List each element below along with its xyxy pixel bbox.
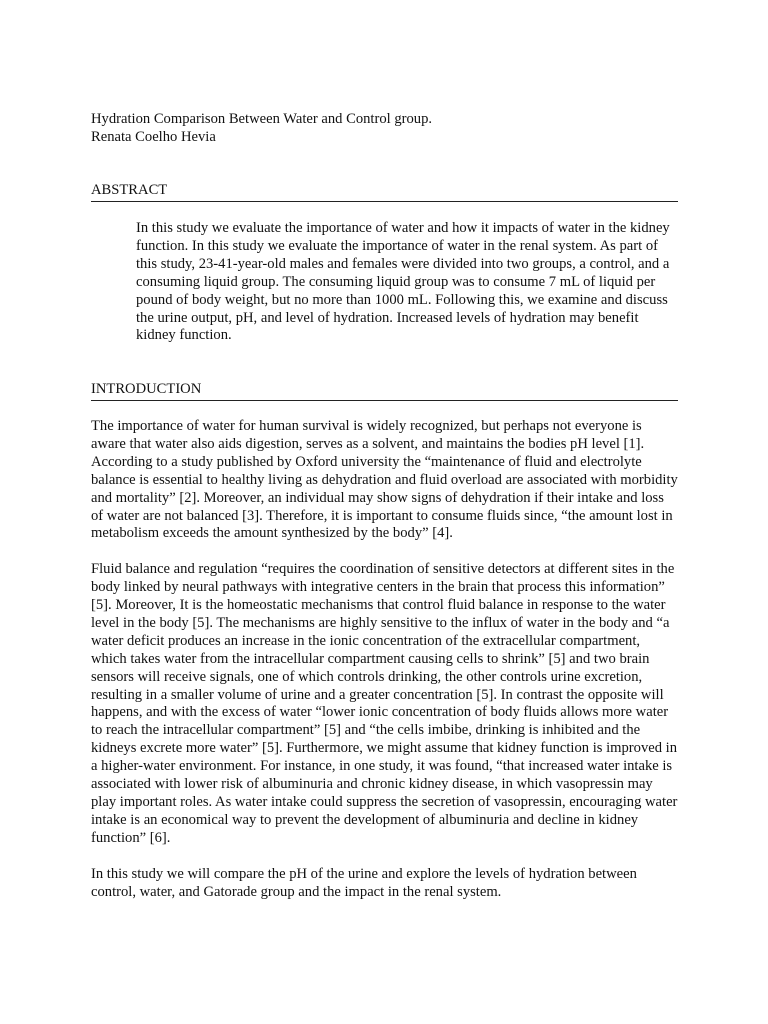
document-author: Renata Coelho Hevia bbox=[91, 128, 216, 145]
abstract-text bbox=[136, 220, 679, 363]
introduction-heading: INTRODUCTION bbox=[91, 381, 678, 401]
abstract-paragraph: In this study we evaluate the importance of water and how it impacts of water in the kidney function. In this study we evaluate the importance of water in the renal system. As part of this study, 23-41-year-old males and females were divided into two groups, a control, and a consuming liquid group. The consuming liquid group was to consume 7 mL of liquid per pound of body weight, but no more than 1000 mL. Following this, we examine and discuss the urine output, pH, and level of hydration. Increased levels of hydration may benefit kidney function. bbox=[136, 220, 670, 344]
abstract-heading: ABSTRACT bbox=[91, 182, 678, 202]
introduction-paragraph-1: The importance of water for human survival is widely recognized, but perhaps not everyone is aware that water also aids digestion, serves as a solvent, and maintains the bodies pH level [1]. According to a study published by Oxford university the “maintenance of fluid and electrolyte balance is essential to healthy living as dehydration and fluid overload are associated with morbidity and mortality” [2]. Moreover, an individual may show signs of dehydration if their intake and loss of water are not balanced [3]. Therefore, it is important to consume fluids since, “the amount lost in metabolism exceeds the amount synthesized by the body” [4]. bbox=[91, 418, 678, 542]
document-title: Hydration Comparison Between Water and Control group. bbox=[91, 111, 433, 127]
introduction-paragraph-3: In this study we will compare the pH of the urine and explore the levels of hydration between control, water, and Gatorade group and the impact in the renal system. bbox=[91, 865, 637, 900]
introduction-paragraph-2: Fluid balance and regulation “requires the coordination of sensitive detectors at different sites in the body linked by neural pathways with integrative centers in the brain that process this information” [5]. Moreover, It is the homeostatic mechanisms that control fluid balance in response to the water level in the body [5]. The mechanisms are highly sensitive to the influx of water in the body and “a water deficit produces an increase in the ionic concentration of the extracellular compartment, which takes water from the intracellular compartment causing cells to shrink” [5] and two brain sensors will receive signals, one of which controls drinking, the other controls urine excretion, resulting in a smaller volume of urine and a greater concentration [5]. In contrast the opposite will happens, and with the excess of water “lower ionic concentration of body fluids allows more water to reach the intracellular compartment” [5] and “the cells imbibe, drinking is inhibited and the kidneys excrete more water” [5]. Furthermore, we might assume that kidney function is improved in a higher-water environment. For instance, in one study, it was found, “that increased water intake is associated with lower risk of albuminuria and chronic kidney disease, in which vasopressin may play important roles. As water intake could suppress the secretion of vasopressin, encouraging water intake is an economical way to prevent the development of albuminuria and decline in kidney function” [6]. bbox=[91, 561, 678, 846]
introduction-body bbox=[91, 418, 679, 919]
title-block bbox=[91, 111, 691, 147]
